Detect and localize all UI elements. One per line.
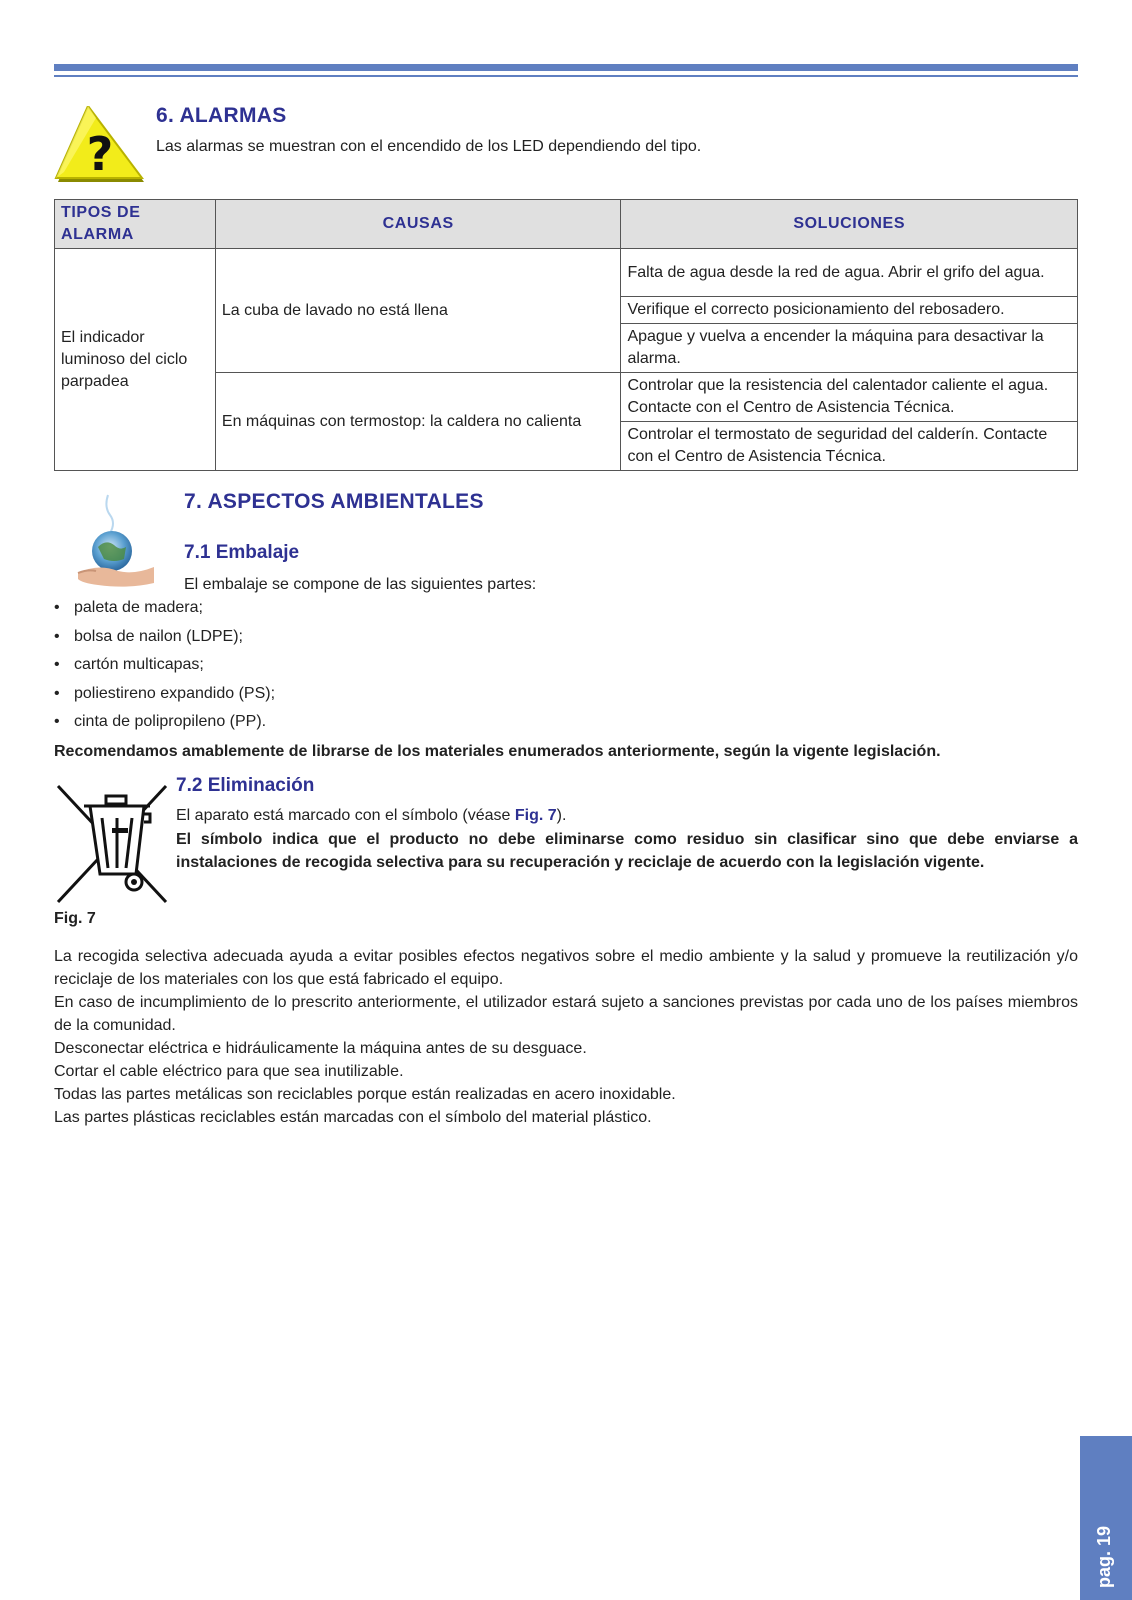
disposal-warning: El símbolo indica que el producto no debe eliminarse como residuo sin clasificar sino que debe enviarse a instalaciones de recogida selectiva para su recuperación y reciclaje de acuerdo con la legislación vigente.: [176, 831, 1078, 871]
section-7-title: 7. ASPECTOS AMBIENTALES: [184, 490, 484, 513]
header-alarm-type: TIPOS DE ALARMA: [55, 200, 216, 249]
disposal-paragraphs: [54, 945, 1078, 1129]
paragraph: Cortar el cable eléctrico para que sea inutilizable.: [54, 1063, 404, 1080]
fig-7-reference: Fig. 7: [514, 807, 557, 824]
solution-cell: Controlar que la resistencia del calentador caliente el agua. Contacte con el Centro de Asistencia Técnica.: [621, 373, 1078, 422]
solution-cell: Verifique el correcto posicionamiento del rebosadero.: [621, 297, 1078, 324]
eco-globe-hand-image: [68, 493, 156, 593]
list-item: • paleta de madera;: [54, 599, 203, 616]
warning-question-icon: [54, 106, 146, 188]
list-item: • cartón multicapas;: [54, 656, 204, 673]
header-rule-thick: [54, 64, 1078, 71]
solution-cell: Apague y vuelva a encender la máquina para desactivar la alarma.: [621, 324, 1078, 373]
section-6-intro: Las alarmas se muestran con el encendido de los LED dependiendo del tipo.: [156, 138, 702, 155]
cause-cell: La cuba de lavado no está llena: [215, 249, 621, 373]
list-item: • poliestireno expandido (PS);: [54, 684, 276, 702]
recommendation-note: Recomendamos amablemente de librarse de los materiales enumerados anteriormente, según la vigente legislación.: [54, 743, 941, 760]
header-solutions: SOLUCIONES: [621, 200, 1078, 249]
paragraph: Desconectar eléctrica e hidráulicamente la máquina antes de su desguace.: [54, 1040, 587, 1057]
cause-cell: En máquinas con termostop: la caldera no calienta: [215, 373, 621, 471]
solution-cell: Controlar el termostato de seguridad del calderín. Contacte con el Centro de Asistencia Técnica.: [621, 422, 1078, 471]
alarm-type-cell: El indicador luminoso del ciclo parpadea: [55, 249, 216, 471]
table-header-row: [55, 200, 1078, 249]
fig-7-caption: Fig. 7: [54, 910, 96, 927]
paragraph: Todas las partes metálicas son reciclables porque están realizadas en acero inoxidable.: [54, 1086, 676, 1103]
paragraph: En caso de incumplimiento de lo prescrito anteriormente, el utilizador estará sujeto a sanciones previstas por cada uno de los países miembros de la comunidad.: [54, 994, 1078, 1034]
table-row: [55, 249, 1078, 297]
alarms-table: [54, 199, 1078, 471]
list-item: • cinta de polipropileno (PP).: [54, 713, 267, 730]
packaging-parts-list: [54, 597, 275, 740]
section-7-2-line: El aparato está marcado con el símbolo (véase Fig. 7).: [176, 807, 567, 824]
section-7-1-title: 7.1 Embalaje: [184, 542, 300, 563]
list-item: • bolsa de nailon (LDPE);: [54, 627, 243, 645]
header-rule-thin: [54, 75, 1078, 77]
svg-text:?: ?: [86, 127, 114, 181]
section-7-1-intro: El embalaje se compone de las siguientes partes:: [184, 576, 537, 593]
section-7-2-title: 7.2 Eliminación: [176, 775, 315, 796]
solution-cell: Falta de agua desde la red de agua. Abrir el grifo del agua.: [621, 249, 1078, 297]
header-causes: CAUSAS: [215, 200, 621, 249]
paragraph: La recogida selectiva adecuada ayuda a evitar posibles efectos negativos sobre el medio ambiente y la salud y promueve la reutilización y/o reciclaje de los materiales con los que está fabricado el equipo.: [54, 948, 1078, 988]
section-6-title: 6. ALARMAS: [156, 104, 287, 127]
page-number: pag. 19: [1094, 1525, 1114, 1588]
crossed-bin-icon: [54, 782, 170, 906]
paragraph: Las partes plásticas reciclables están marcadas con el símbolo del material plástico.: [54, 1109, 652, 1126]
